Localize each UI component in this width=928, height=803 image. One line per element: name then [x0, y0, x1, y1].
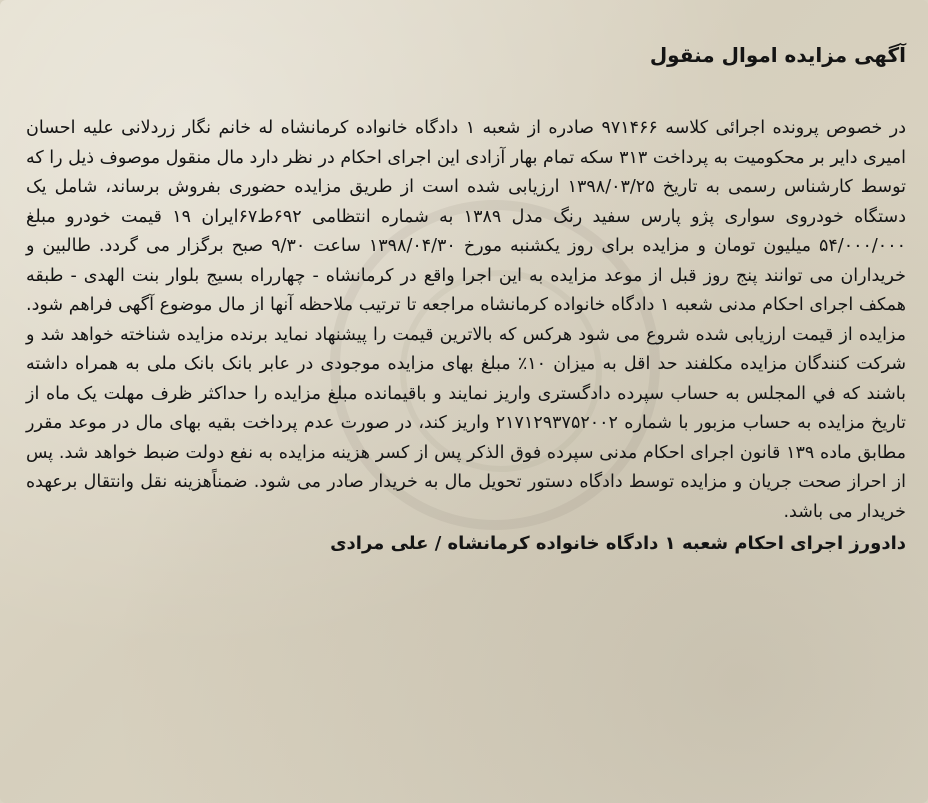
notice-body: در خصوص پرونده اجرائی کلاسه ۹۷۱۴۶۶ صادره از شعبه ۱ دادگاه خانواده کرمانشاه له خانم نگار زردلانی علیه احسان امیری دایر بر محکومیت به پرداخت ۳۱۳ سکه تمام بهار آزادی این اجرای احکام در نظر دارد مال منقول موصوف ذیل را که توسط کارشناس رسمی به تاریخ ۱۳۹۸/۰۳/۲۵ ارزیابی شده است از طریق مزایده حضوری بفروش برساند، شامل یک دستگاه خودروی سواری پژو پارس سفید رنگ مدل ۱۳۸۹ به شماره انتظامی ۶۹۲ط۶۷ایران ۱۹ قیمت خودرو مبلغ ۵۴/۰۰۰/۰۰۰ میلیون تومان و مزایده برای روز یکشنبه مورخ ۱۳۹۸/۰۴/۳۰ ساعت ۹/۳۰ صبح برگزار می گردد. طالبین و خریداران می توانند پنج روز قبل از موعد مزایده به این اجرا واقع در کرمانشاه - چهارراه بسیج بلوار بنت الهدی - طبقه همکف اجرای احکام مدنی شعبه ۱ دادگاه خانواده کرمانشاه مراجعه تا ترتیب ملاحظه آنها از مال موضوع آگهی فراهم شود. مزایده از قیمت ارزیابی شده شروع می شود هرکس که بالاترین قیمت را پیشنهاد نماید برنده مزایده شناخته خواهد شد و شرکت کنندگان مزایده مکلفند حد اقل به میزان ۱۰٪ مبلغ بهای مزایده موجودی در عابر بانک بانک ملی به همراه داشته باشند که في المجلس به حساب سپرده دادگستری واریز نمایند و باقیمانده مبلغ مزایده را حداکثر ظرف مهلت یک ماه از تاریخ مزایده به حساب مزبور با شماره ۲۱۷۱۲۹۳۷۵۲۰۰۲ واریز کند، در صورت عدم پرداخت بقیه بهای مال در موعد مقرر مطابق ماده ۱۳۹ قانون اجرای احکام مدنی سپرده فوق الذکر پس از کسر هزینه مزایده به نفع دولت ضبط خواهد شد. پس از احراز صحت جریان و مزایده توسط دادگاه دستور تحویل مال به خریدار صادر می شود. ضمناًهزینه نقل وانتقال برعهده خریدار می باشد. — [26, 118, 907, 522]
notice-title: آگهی مزایده اموال منقول — [649, 43, 906, 67]
notice-signature: دادورز اجرای احکام شعبه ۱ دادگاه خانواده کرمانشاه / علی مرادی — [330, 533, 906, 554]
auction-notice — [26, 40, 906, 559]
